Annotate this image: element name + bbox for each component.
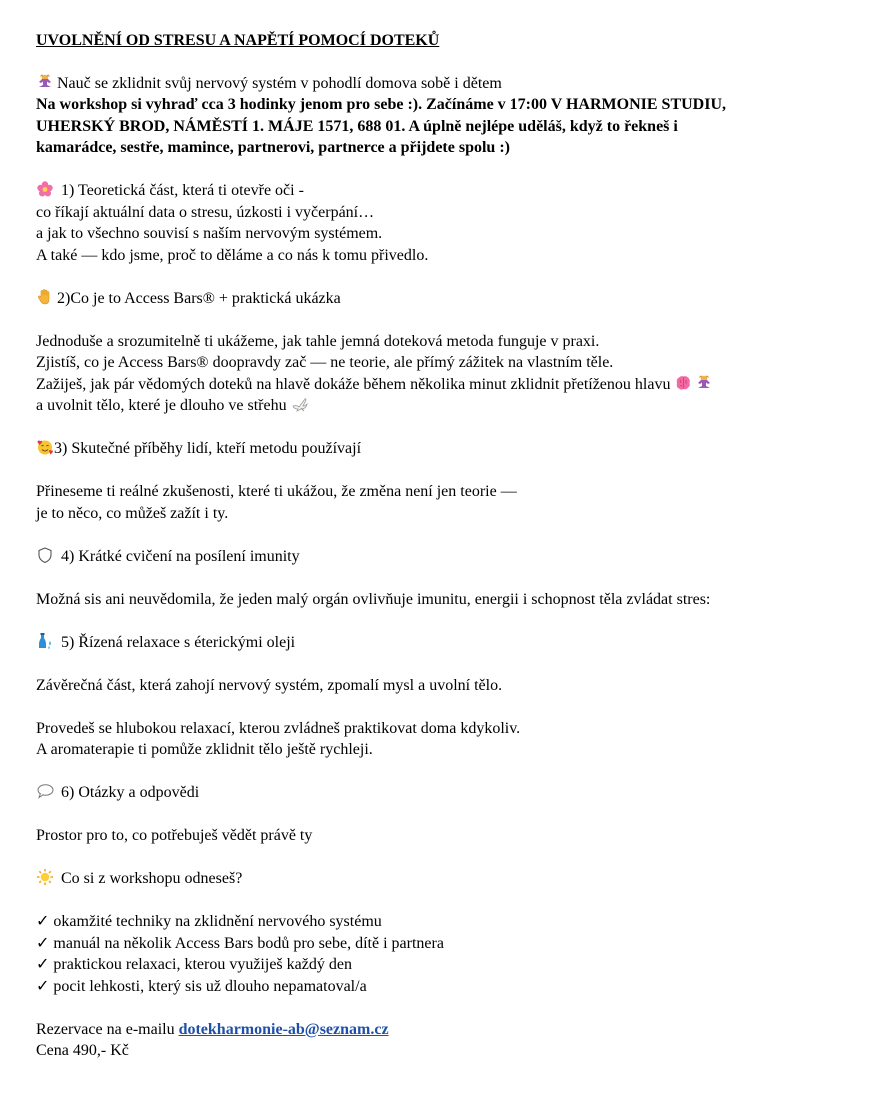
section1-heading: 1) Teoretická část, která ti otevře oči - [36, 180, 848, 202]
section1-line: a jak to všechno souvisí s naším nervovým systémem. [36, 225, 383, 242]
section3-line: Přineseme ti reálné zkušenosti, které ti ukážou, že změna není jen teorie — [36, 483, 517, 500]
shield-icon [36, 546, 54, 564]
speech-bubble-icon [36, 782, 54, 800]
section6-heading: 6) Otázky a odpovědi [36, 782, 848, 804]
section5-line: Provedeš se hlubokou relaxací, kterou zvládneš praktikovat doma kdykoliv. [36, 719, 521, 737]
reservation-line [36, 1019, 848, 1041]
section2-heading: 2)Co je to Access Bars® + praktická ukázka [36, 288, 848, 310]
section4-line: Možná sis ani neuvědomila, že jeden malý orgán ovlivňuje imunitu, energii i schopnost těla zvládat stres: [36, 590, 711, 608]
takeaway-item: ✓ pocit lehkosti, který sis už dlouho nepamatoval/a [36, 977, 367, 995]
section3-line: je to něco, co můžeš zažít i ty. [36, 504, 229, 522]
meditating-person-icon [36, 73, 54, 91]
intro-bold-line-2: UHERSKÝ BROD, NÁMĚSTÍ 1. MÁJE 1571, 688 01. A úplně nejlépe uděláš, když to řekneš i [36, 117, 678, 135]
intro-bold-line-3: kamarádce, sestře, mamince, partnerovi, partnerce a přijdete spolu :) [36, 139, 510, 156]
intro-line [36, 73, 848, 95]
meditating-person-icon [695, 374, 713, 392]
pink-flower-icon [36, 180, 54, 198]
smiling-face-with-hearts-icon [36, 438, 54, 456]
oil-drops-icon [36, 632, 54, 650]
takeaway-item: ✓ praktickou relaxaci, kterou využiješ každý den [36, 956, 352, 973]
intro-text: Nauč se zklidnit svůj nervový systém v pohodlí domova sobě i dětem [57, 74, 502, 92]
section2-line: Zjistíš, co je Access Bars® doopravdy zač — ne teorie, ale přímý zážitek na vlastním těle. [36, 354, 614, 371]
section2-line: Jednoduše a srozumitelně ti ukážeme, jak tahle jemná doteková metoda funguje v praxi. [36, 332, 600, 350]
section2-line: a uvolnit tělo, které je dlouho ve střehu [36, 395, 848, 417]
brain-icon [674, 374, 692, 392]
price-line: Cena 490,- Kč [36, 1042, 129, 1059]
section5-line: A aromaterapie ti pomůže zklidnit tělo ještě rychleji. [36, 741, 373, 758]
email-link[interactable]: dotekharmonie-ab@seznam.cz [178, 1020, 389, 1038]
section1-line: co říkají aktuální data o stresu, úzkosti i vyčerpání… [36, 203, 375, 221]
dove-icon [291, 395, 309, 413]
takeaway-item: ✓ okamžité techniky na zklidnění nervového systému [36, 913, 382, 930]
section1-line: A také — kdo jsme, proč to děláme a co nás k tomu přivedlo. [36, 246, 429, 264]
section6-line: Prostor pro to, co potřebuješ vědět právě ty [36, 827, 313, 844]
section5-heading: 5) Řízená relaxace s éterickými oleji [36, 632, 848, 654]
intro-bold-line-1: Na workshop si vyhraď cca 3 hodinky jenom pro sebe :). Začínáme v 17:00 V HARMONIE STUDIU, [36, 96, 726, 113]
takeaway-item: ✓ manuál na několik Access Bars bodů pro sebe, dítě i partnera [36, 934, 444, 952]
raised-hand-icon [36, 288, 54, 306]
takeaways-heading: Co si z workshopu odneseš? [36, 868, 848, 890]
sun-icon [36, 868, 54, 886]
reservation-label: Rezervace na e-mailu [36, 1020, 175, 1038]
section5-line: Závěrečná část, která zahojí nervový systém, zpomalí mysl a uvolní tělo. [36, 676, 503, 694]
section4-heading: 4) Krátké cvičení na posílení imunity [36, 546, 848, 568]
document-title: UVOLNĚNÍ OD STRESU A NAPĚTÍ POMOCÍ DOTEKŮ [36, 32, 440, 49]
section3-heading: 3) Skutečné příběhy lidí, kteří metodu používají [36, 438, 848, 460]
section2-line: Zažiješ, jak pár vědomých doteků na hlavě dokáže během několika minut zklidnit přetíženou hlavu [36, 374, 848, 396]
